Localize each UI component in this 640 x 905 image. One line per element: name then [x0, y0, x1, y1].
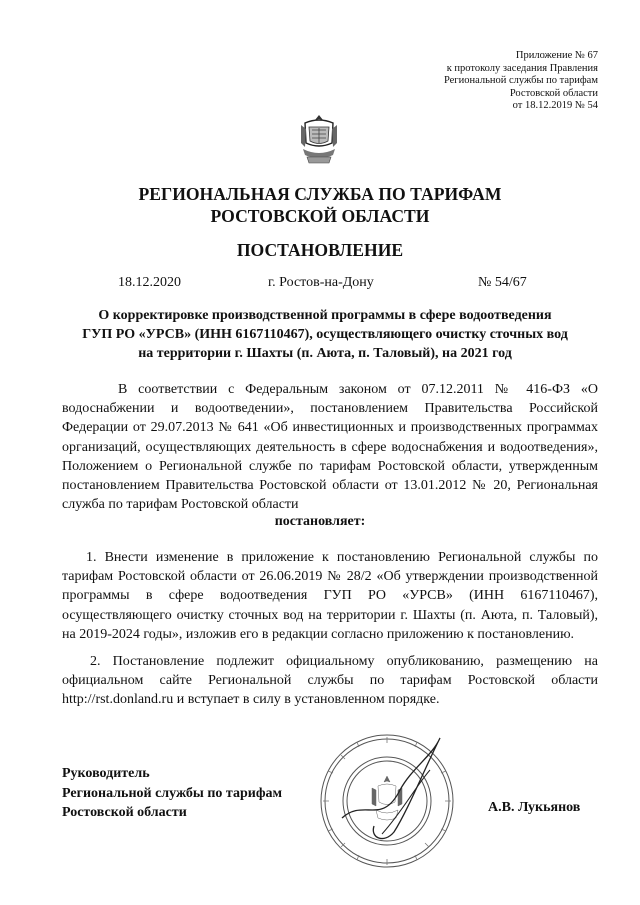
signatory-name: А.В. Лукьянов	[488, 800, 581, 815]
resolution-item-1: 1. Внести изменение в приложение к постановлению Региональной службы по тарифам Ростовской области от 26.06.2019 № 28/2 «Об утверждении производственной программы в сфере водоотведения ГУП РО «УРСВ» (ИНН 6167110467), осуществляющего очистку сточных вод на территории г. Шахты (п. Аюта, п. Таловый), на 2019-2024 годы», изложив его в редакции согласно приложению к постановлению.	[62, 550, 598, 642]
document-type: ПОСТАНОВЛЕНИЕ	[236, 240, 404, 260]
appendix-line: от 18.12.2019 № 54	[512, 100, 598, 112]
agency-line: РЕГИОНАЛЬНАЯ СЛУЖБА ПО ТАРИФАМ	[138, 184, 502, 204]
position-line: Ростовской области	[62, 805, 187, 820]
signatory-position	[62, 764, 282, 823]
document-city: г. Ростов-на-Дону	[268, 275, 374, 290]
position-line: Руководитель	[62, 766, 150, 781]
document-number: № 54/67	[478, 275, 527, 290]
document-date: 18.12.2020	[118, 275, 181, 290]
appendix-line: Ростовской области	[509, 87, 598, 99]
document-meta	[0, 275, 640, 293]
appendix-note	[378, 50, 598, 113]
appendix-line: к протоколу заседания Правления	[446, 62, 598, 74]
subject-line: О корректировке производственной программы в сфере водоотведения	[98, 308, 552, 323]
subject-line: ГУП РО «УРСВ» (ИНН 6167110467), осуществляющего очистку сточных вод	[82, 327, 568, 342]
resolve-heading: постановляет:	[274, 514, 366, 529]
appendix-line: Приложение № 67	[515, 50, 598, 61]
agency-line: РОСТОВСКОЙ ОБЛАСТИ	[210, 206, 430, 226]
subject-line: на территории г. Шахты (п. Аюта, п. Таловый), на 2021 год	[138, 346, 512, 361]
appendix-line: Региональной службы по тарифам	[443, 75, 598, 87]
official-seal-icon	[312, 726, 462, 876]
resolution-item-2: 2. Постановление подлежит официальному опубликованию, размещению на официальном сайте Региональной службы по тарифам Ростовской области http://rst.donland.ru и вступает в силу в установленном порядке.	[62, 654, 598, 708]
coat-of-arms-icon	[297, 113, 341, 165]
position-line: Региональной службы по тарифам	[62, 785, 283, 801]
preamble-paragraph: В соответствии с Федеральным законом от 07.12.2011 № 416-ФЗ «О водоснабжении и водоотведении», постановлением Правительства Российской Федерации от 29.07.2013 № 641 «Об инвестиционных и производственных программах организаций, осуществляющих деятельность в сфере водоснабжения и водоотведения», Положением о Региональной службе по тарифам Ростовской области, утвержденным постановлением Правительства Ростовской области от 13.01.2012 № 20, Региональная служба по тарифам Ростовской области	[62, 382, 598, 513]
document-subject	[40, 306, 610, 363]
agency-name	[0, 183, 640, 227]
